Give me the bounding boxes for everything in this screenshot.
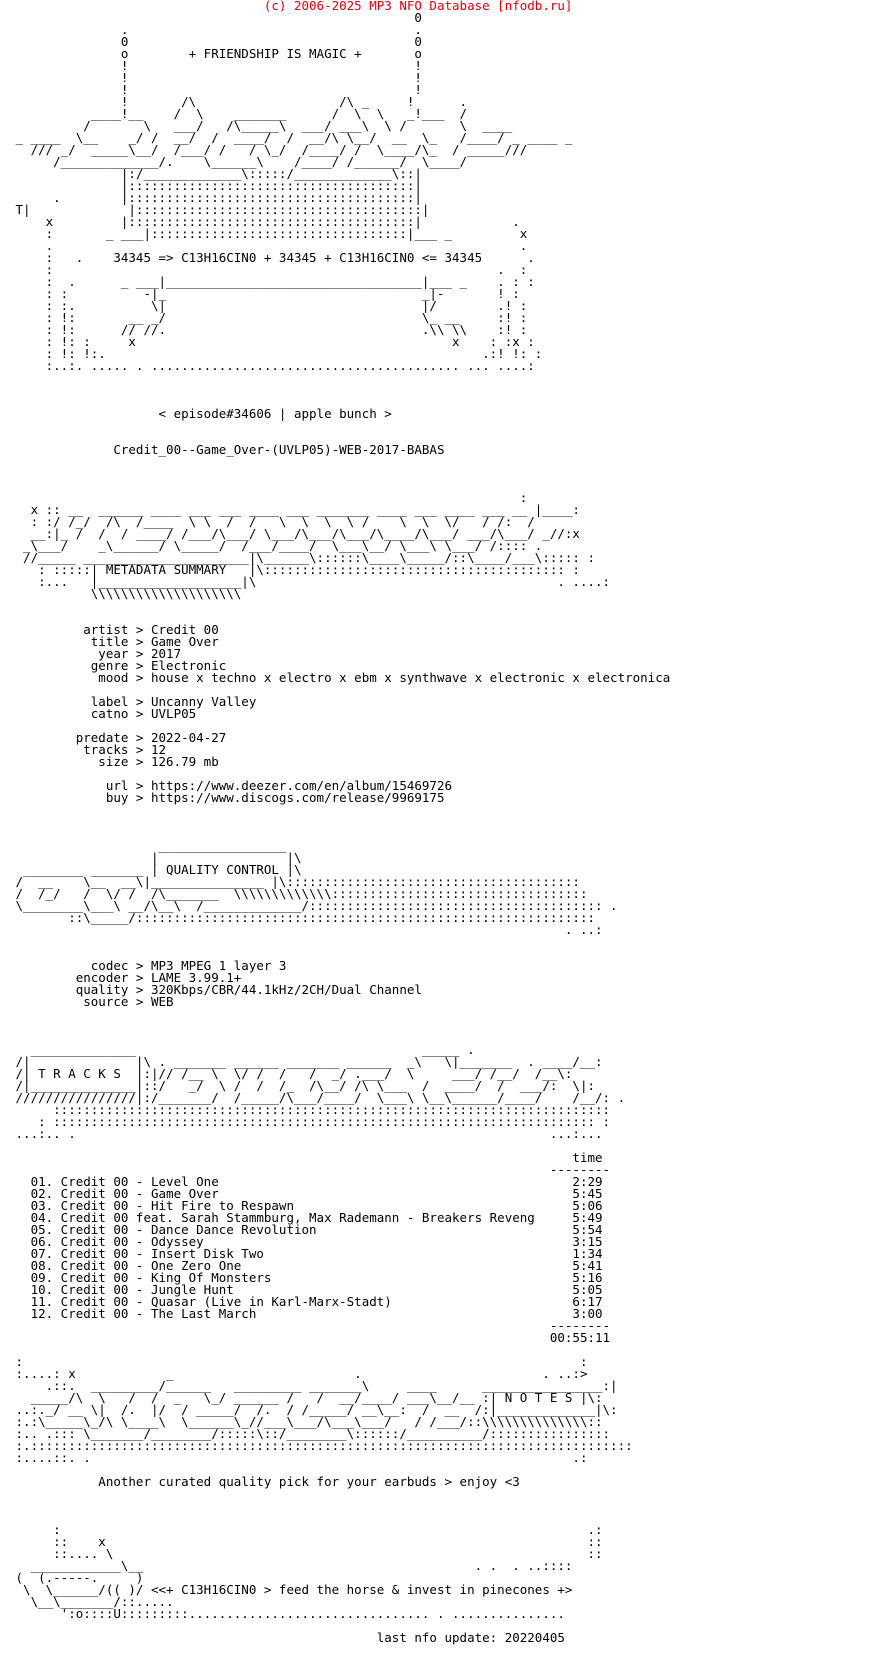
nfo-line: buy > https://www.discogs.com/release/9969175: [8, 790, 445, 805]
nfo-line: ! !: [8, 70, 422, 85]
nfo-line: 0: [8, 10, 422, 25]
nfo-line: : !: // //. .\\ \\ :! :: [8, 322, 528, 337]
nfo-line: :.:\_____\_/\ \____\ \______\_//___\___/\___\___/ / /___/::\\\\\\\\\\\\\\::: [8, 1414, 603, 1429]
nfo-line: year > 2017: [8, 646, 182, 661]
nfo-line: ::::::::::::::::::::::::::::::::::::::::::::::::::::::::::::::::::::::::::: [8, 1102, 611, 1117]
nfo-line: catno > UVLP05: [8, 706, 197, 721]
nfo-line: /|______________|::/ _/ \ / / /_ /\__/ /\ \___ / ____/ / ___/: \|:: [8, 1078, 595, 1093]
nfo-line: url > https://www.deezer.com/en/album/15469726: [8, 778, 453, 793]
nfo-line: : : -|_ _|- ! :: [8, 286, 520, 301]
nfo-line: . .: [8, 238, 528, 253]
nfo-line: label > Uncanny Valley: [8, 694, 257, 709]
nfo-line: ////////////////|:/_______/ /_____/\___/____/ \___\ \__\______/____/ /__/: .: [8, 1090, 626, 1105]
nfo-line: : _ ___|::::::::::::::::::::::::::::::::::|___ _ x: [8, 226, 528, 241]
nfo-line: :: x ::: [8, 1534, 603, 1549]
nfo-line: . |::::::::::::::::::::::::::::::::::::::|: [8, 190, 422, 205]
nfo-body: [8, 10, 670, 1645]
nfo-line: 04. Credit 00 feat. Sarah Stammburg, Max Rademann - Breakers Reveng 5:49: [8, 1210, 603, 1225]
nfo-line: :: [8, 490, 528, 505]
nfo-line: tracks > 12: [8, 742, 167, 757]
nfo-line: : !: !:. .:! !: :: [8, 346, 543, 361]
nfo-line: 11. Credit 00 - Quasar (Live in Karl-Marx-Stadt) 6:17: [8, 1294, 603, 1309]
nfo-line: 0 0: [8, 34, 422, 49]
nfo-line: ::\_____/:::::::::::::::::::::::::::::::::::::::::::::::::::::::::::::: [8, 910, 595, 925]
nfo-line: :....::. . .:: [8, 1450, 588, 1465]
nfo-line: ! !: [8, 82, 422, 97]
nfo-line: _ ____ \__ _/ / __/ / ____/ / __/\ \__/ __ \_ /____/ _ ____ _: [8, 130, 573, 145]
nfo-line: : :: [8, 1354, 588, 1369]
nfo-line: :... |___________________|\ . ....:: [8, 574, 611, 589]
nfo-line: : :::::::::::::::::::::::::::::::::::::::::::::::::::::::::::::::::::::::: :: [8, 1114, 611, 1129]
nfo-line: :.. .::: \_______/________/:::::\::/________\::::::/__________/::::::::::::::::: [8, 1426, 611, 1441]
nfo-line: \\\\\\\\\\\\\\\\\\\\: [8, 586, 242, 601]
nfo-line: _\___/ _\______/ \_____/ /___/____/ \___\__/ \___\ \___/ /:::: .: [8, 538, 543, 553]
nfo-line: :..:. ..... . ......................................... ... ....:: [8, 358, 535, 373]
nfo-line: time: [8, 1150, 603, 1165]
nfo-line: 05. Credit 00 - Dance Dance Revolution 5:54: [8, 1222, 603, 1237]
nfo-line: 00:55:11: [8, 1330, 611, 1345]
nfo-line: : :::::| METADATA SUMMARY |\:::::::::::::::::::::::::::::::::::::::: :: [8, 562, 580, 577]
nfo-line: predate > 2022-04-27: [8, 730, 227, 745]
nfo-line: :.::::::::::::::::::::::::::::::::::::::::::::::::::::::::::::::::::::::::::::::::: [8, 1438, 633, 1453]
nfo-line: \________\___\ __/\__\ /_____________/::::::::::::::::::::::::::::::::::::::: .: [8, 898, 618, 913]
nfo-line: o + FRIENDSHIP IS MAGIC + o: [8, 46, 422, 61]
nfo-line: _________________: [8, 838, 287, 853]
nfo-line: source > WEB: [8, 994, 174, 1009]
nfo-line: codec > MP3 MPEG 1 layer 3: [8, 958, 287, 973]
nfo-line: x :: __ ______ ____ ___ ___ ____ ___ _______ ____ ___ ____ ___ __ |____:: [8, 502, 580, 517]
nfo-line: x |::::::::::::::::::::::::::::::::::::::| .: [8, 214, 520, 229]
nfo-line: :....: x _ . . ..:>: [8, 1366, 588, 1381]
nfo-line: --------: [8, 1162, 611, 1177]
nfo-line: / __ \__ __\|_______________ |\:::::::::::::::::::::::::::::::::::::::: [8, 874, 580, 889]
nfo-line: \ \______/(( )/ <<+ C13H16CIN0 > feed the horse & invest in pinecones +>: [8, 1582, 573, 1597]
nfo-line: 06. Credit 00 - Odyssey 3:15: [8, 1234, 603, 1249]
nfo-line: /| T R A C K S |:|// /__ \ \/ / / / _/ .___/ \ ___/ /__/ /__\:: [8, 1066, 573, 1081]
nfo-line: : .:: [8, 1522, 603, 1537]
nfo-line: /// _/ _____\__/ /___/ / / \_/ /____/ / \____/\_ / _____///: [8, 142, 528, 157]
nfo-line: /| |\ . _______ ______ _______ ______ _\ \|_______ . ____/__:: [8, 1054, 603, 1069]
nfo-line: 01. Credit 00 - Level One 2:29: [8, 1174, 603, 1189]
nfo-line: size > 126.79 mb: [8, 754, 219, 769]
nfo-line: --------: [8, 1318, 611, 1333]
nfo-line: | |\: [8, 850, 302, 865]
nfo-line: quality > 320Kbps/CBR/44.1kHz/2CH/Dual Channel: [8, 982, 422, 997]
nfo-line: 07. Credit 00 - Insert Disk Two 1:34: [8, 1246, 603, 1261]
nfo-line: : !: __ _/ \_ __ :! :: [8, 310, 528, 325]
nfo-line: ! /\ /\ _ ! .: [8, 94, 468, 109]
nfo-line: / /_/ / \/ / /\_______ \\\\\\\\\\\\\::::::::::::::::::::::::::::::::::: [8, 886, 588, 901]
nfo-document: [8, 0, 670, 1644]
nfo-line: mood > house x techno x electro x ebm x synthwave x electronic x electronica: [8, 670, 671, 685]
nfo-line: /_____________/. \______\ /____/ /______/ \____/: [8, 154, 468, 169]
nfo-line: 12. Credit 00 - The Last March 3:00: [8, 1306, 603, 1321]
copyright-header: (c) 2006-2025 MP3 NFO Database [nfodb.ru]: [8, 0, 573, 13]
nfo-line: < episode#34606 | apple bunch >: [8, 406, 392, 421]
nfo-line: 03. Credit 00 - Hit Fire to Respawn 5:06: [8, 1198, 603, 1213]
nfo-line: ________ _______ | QUALITY CONTROL |\: [8, 862, 302, 877]
nfo-line: : :/ /_/ /\ /____ \ \ / / \ \ \ \ / \ \ \/ / /: /: [8, 514, 535, 529]
nfo-line: genre > Electronic: [8, 658, 227, 673]
nfo-line: encoder > LAME 3.99.1+: [8, 970, 242, 985]
nfo-line: \__\_______/::.....: [8, 1594, 174, 1609]
nfo-line: artist > Credit 00: [8, 622, 219, 637]
nfo-line: : . 34345 => C13H16CIN0 + 34345 + C13H16CIN0 <= 34345 .: [8, 250, 535, 265]
nfo-line: //_____ ______________________|\______\::::::\____\_____/::\____/___\::::: :: [8, 550, 595, 565]
nfo-line: : :. \| |/ .! :: [8, 298, 528, 313]
nfo-line: ( (.-----. ): [8, 1570, 144, 1585]
nfo-line: 02. Credit 00 - Game Over 5:45: [8, 1186, 603, 1201]
nfo-line: : . :: [8, 262, 528, 277]
nfo-line: ! !: [8, 58, 422, 73]
nfo-line: 08. Credit 00 - One Zero One 5:41: [8, 1258, 603, 1273]
nfo-line: last nfo update: 20220405: [8, 1630, 565, 1645]
nfo-line: Credit_00--Game_Over-(UVLP05)-WEB-2017-BABAS: [8, 442, 445, 457]
nfo-line: title > Game Over: [8, 634, 219, 649]
nfo-line: T| |::::::::::::::::::::::::::::::::::::::|: [8, 202, 430, 217]
nfo-line: |:/_____________\:::::/_____________\::|: [8, 166, 422, 181]
nfo-line: |::::::::::::::::::::::::::::::::::::::|: [8, 178, 422, 193]
nfo-line: ':o::::U:::::::::................................ . ...............: [8, 1606, 565, 1621]
nfo-line: ____________\__ . . . ..::::: [8, 1558, 573, 1573]
nfo-line: .::. _________/______ _________ _______\ ____ ________________:|: [8, 1378, 618, 1393]
nfo-line: _____/\ \ / / _ \_/ ______ / / __/____/ ___\__/__ :| N O T E S |\:: [8, 1390, 603, 1405]
nfo-line: ______________ _____ .: [8, 1042, 475, 1057]
nfo-line: ..:._/ __ \| /. |/ / _____/ /. / /_____/ __\__: / __ /:|_____________|\:: [8, 1402, 618, 1417]
nfo-line: ...:.. . ...:...: [8, 1126, 603, 1141]
nfo-line: / \ ___/ /\_____\ ___/ ___\ \ / \ ____: [8, 118, 513, 133]
nfo-line: Another curated quality pick for your earbuds > enjoy <3: [8, 1474, 520, 1489]
nfo-line: : . _ ___|__________________________________|___ _ . : :: [8, 274, 535, 289]
nfo-line: ::.... \ ::: [8, 1546, 603, 1561]
nfo-line: 09. Credit 00 - King Of Monsters 5:16: [8, 1270, 603, 1285]
nfo-line: : !: : x x : :x :: [8, 334, 535, 349]
nfo-line: . .: [8, 22, 422, 37]
nfo-line: . ..:: [8, 922, 603, 937]
nfo-line: 10. Credit 00 - Jungle Hunt 5:05: [8, 1282, 603, 1297]
nfo-line: __:|_ / / / ____/ /___/\___/ \___/\___/\___/\____/\___/ ___/\___/ _//:x: [8, 526, 580, 541]
nfo-line: ____!__ / \ _______ / \ \ _!___ /: [8, 106, 468, 121]
